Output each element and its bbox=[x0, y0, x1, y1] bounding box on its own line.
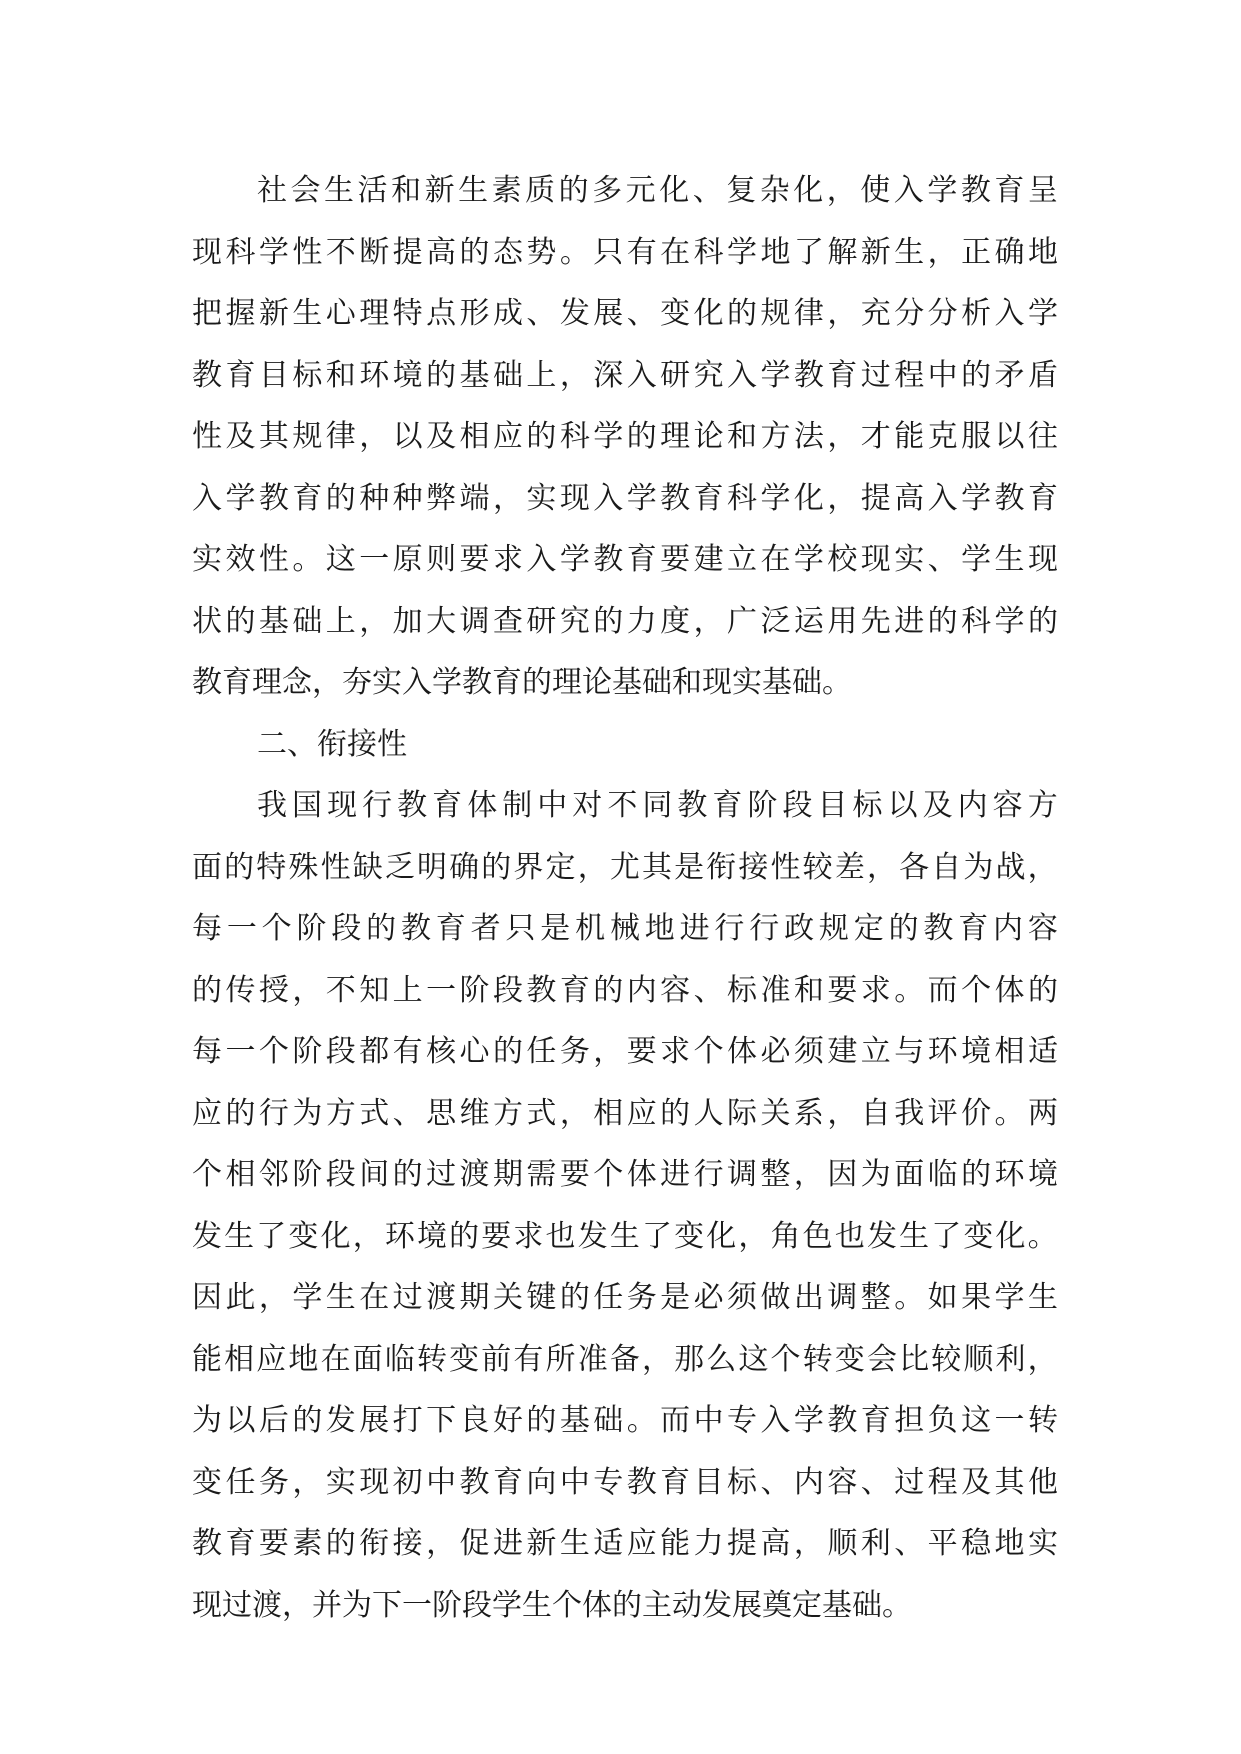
text-line: 状 的 基 础 上 ， 加 大 调 查 研 究 的 力 度 ， 广 泛 运 用 先 进 的 科 学 的 bbox=[192, 603, 1058, 639]
paragraph-2 bbox=[192, 775, 1058, 1636]
text-line: 性 及 其 规 律 ， 以 及 相 应 的 科 学 的 理 论 和 方 法 ， 才 能 克 服 以 往 bbox=[192, 419, 1058, 454]
text-line: 每 一 个 阶 段 的 教 育 者 只 是 机 械 地 进 行 行 政 规 定 的 教 育 内 容 bbox=[192, 911, 1058, 946]
text-line: 每 一 个 阶 段 都 有 核 心 的 任 务 ， 要 求 个 体 必 须 建 立 与 环 境 相 适 bbox=[192, 1034, 1058, 1069]
text-line: 社 会 生 活 和 新 生 素 质 的 多 元 化 、 复 杂 化 ， 使 入 学 教 育 呈 bbox=[257, 173, 1058, 208]
text-line: 应 的 行 为 方 式 、 思 维 方 式 ， 相 应 的 人 际 关 系 ， 自 我 评 价 。 两 bbox=[192, 1095, 1058, 1131]
text-line: 变 任 务 ， 实 现 初 中 教 育 向 中 专 教 育 目 标 、 内 容 、 过 程 及 其 他 bbox=[192, 1464, 1058, 1500]
text-line: 教 育 目 标 和 环 境 的 基 础 上 ， 深 入 研 究 入 学 教 育 过 程 中 的 矛 盾 bbox=[192, 357, 1058, 393]
text-line: 入 学 教 育 的 种 种 弊 端 ， 实 现 入 学 教 育 科 学 化 ， 提 高 入 学 教 育 bbox=[192, 480, 1058, 516]
text-line: 我 国 现 行 教 育 体 制 中 对 不 同 教 育 阶 段 目 标 以 及 内 容 方 bbox=[257, 788, 1058, 823]
text-line: 教育理念，夯实入学教育的理论基础和现实基础。 bbox=[192, 665, 852, 700]
text-line: 教 育 要 素 的 衔 接 ， 促 进 新 生 适 应 能 力 提 高 ， 顺 利 、 平 稳 地 实 bbox=[192, 1526, 1058, 1561]
text-line: 的 传 授 ， 不 知 上 一 阶 段 教 育 的 内 容 、 标 准 和 要 求 。 而 个 体 的 bbox=[192, 972, 1058, 1008]
text-line: 能 相 应 地 在 面 临 转 变 前 有 所 准 备 ， 那 么 这 个 转 变 会 比 较 顺 利 ， bbox=[192, 1341, 1058, 1377]
text-line: 现过渡，并为下一阶段学生个体的主动发展奠定基础。 bbox=[192, 1587, 912, 1623]
text-line: 发 生 了 变 化 ， 环 境 的 要 求 也 发 生 了 变 化 ， 角 色 也 发 生 了 变 化 。 bbox=[192, 1218, 1058, 1254]
document-body bbox=[192, 160, 1058, 1636]
text-line: 为 以 后 的 发 展 打 下 良 好 的 基 础 。 而 中 专 入 学 教 育 担 负 这 一 转 bbox=[192, 1403, 1058, 1438]
text-line: 个 相 邻 阶 段 间 的 过 渡 期 需 要 个 体 进 行 调 整 ， 因 为 面 临 的 环 境 bbox=[192, 1157, 1058, 1192]
text-line: 实 效 性 。 这 一 原 则 要 求 入 学 教 育 要 建 立 在 学 校 现 实 、 学 生 现 bbox=[192, 542, 1058, 577]
section-heading: 二、衔接性 bbox=[257, 726, 407, 762]
paragraph-1 bbox=[192, 160, 1058, 714]
text-line: 因 此 ， 学 生 在 过 渡 期 关 键 的 任 务 是 必 须 做 出 调 整 。 如 果 学 生 bbox=[192, 1280, 1058, 1315]
text-line: 把 握 新 生 心 理 特 点 形 成 、 发 展 、 变 化 的 规 律 ， 充 分 分 析 入 学 bbox=[192, 296, 1058, 331]
text-line: 现 科 学 性 不 断 提 高 的 态 势 。 只 有 在 科 学 地 了 解 新 生 ， 正 确 地 bbox=[192, 234, 1058, 270]
text-line: 面 的 特 殊 性 缺 乏 明 确 的 界 定 ， 尤 其 是 衔 接 性 较 差 ， 各 自 为 战 ， bbox=[192, 849, 1058, 885]
